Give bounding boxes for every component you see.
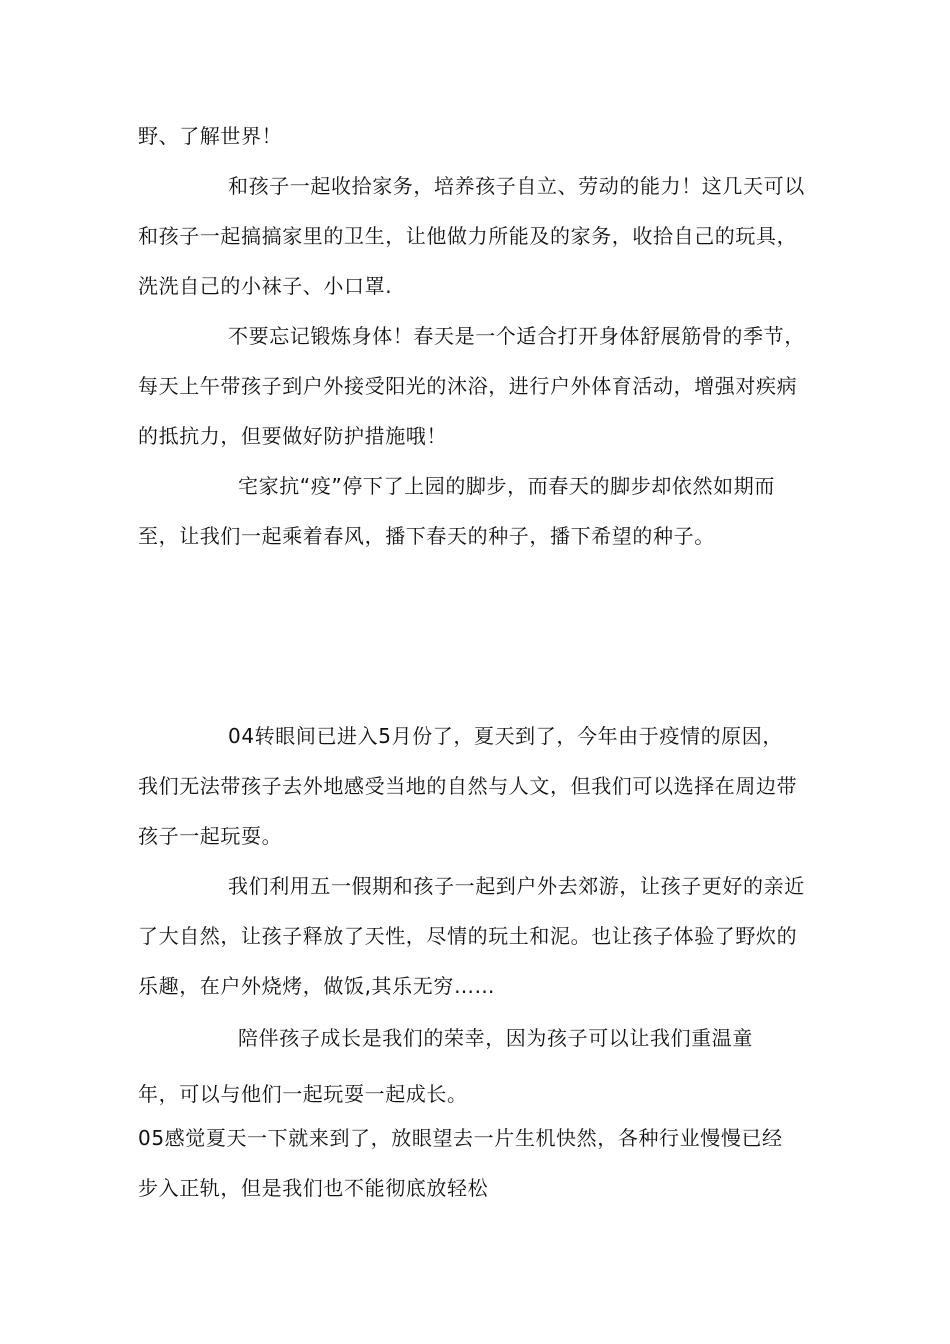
text-line: 和孩子一起收拾家务，培养孩子自立、劳动的能力！这几天可以 bbox=[228, 174, 805, 198]
text-line: 的抵抗力，但要做好防护措施哦！ bbox=[138, 424, 447, 448]
text-line: 孩子一起玩耍。 bbox=[138, 824, 283, 848]
text-line: 洗洗自己的小袜子、小口罩. bbox=[138, 274, 393, 298]
text-line: 每天上午带孩子到户外接受阳光的沐浴，进行户外体育活动，增强对疾病 bbox=[138, 374, 798, 398]
text-line: 至，让我们一起乘着春风，播下春天的种子，播下希望的种子。 bbox=[138, 524, 715, 548]
text-line: 年，可以与他们一起玩耍一起成长。 bbox=[138, 1082, 468, 1106]
text-line: 和孩子一起搞搞家里的卫生，让他做力所能及的家务，收拾自己的玩具， bbox=[138, 224, 798, 248]
text-line: 野、了解世界！ bbox=[138, 124, 283, 148]
text-line: 我们利用五一假期和孩子一起到户外去郊游，让孩子更好的亲近 bbox=[228, 874, 805, 898]
text-line: 宅家抗“疫”停下了上园的脚步，而春天的脚步却依然如期而 bbox=[238, 474, 775, 498]
text-line: 了大自然，让孩子释放了天性，尽情的玩土和泥。也让孩子体验了野炊的 bbox=[138, 924, 798, 948]
text-line: 步入正轨，但是我们也不能彻底放轻松 bbox=[138, 1176, 489, 1200]
text-line: 乐趣，在户外烧烤，做饭,其乐无穷…… bbox=[138, 974, 496, 998]
text-line: 不要忘记锻炼身体！春天是一个适合打开身体舒展筋骨的季节， bbox=[228, 324, 805, 348]
text-line: 我们无法带孩子去外地感受当地的自然与人文，但我们可以选择在周边带 bbox=[138, 774, 798, 798]
text-line: 陪伴孩子成长是我们的荣幸，因为孩子可以让我们重温童 bbox=[238, 1026, 753, 1050]
text-line: 05感觉夏天一下就来到了，放眼望去一片生机快然，各种行业慢慢已经 bbox=[138, 1126, 783, 1150]
text-line: 04转眼间已进入5月份了，夏天到了，今年由于疫情的原因， bbox=[228, 724, 783, 748]
